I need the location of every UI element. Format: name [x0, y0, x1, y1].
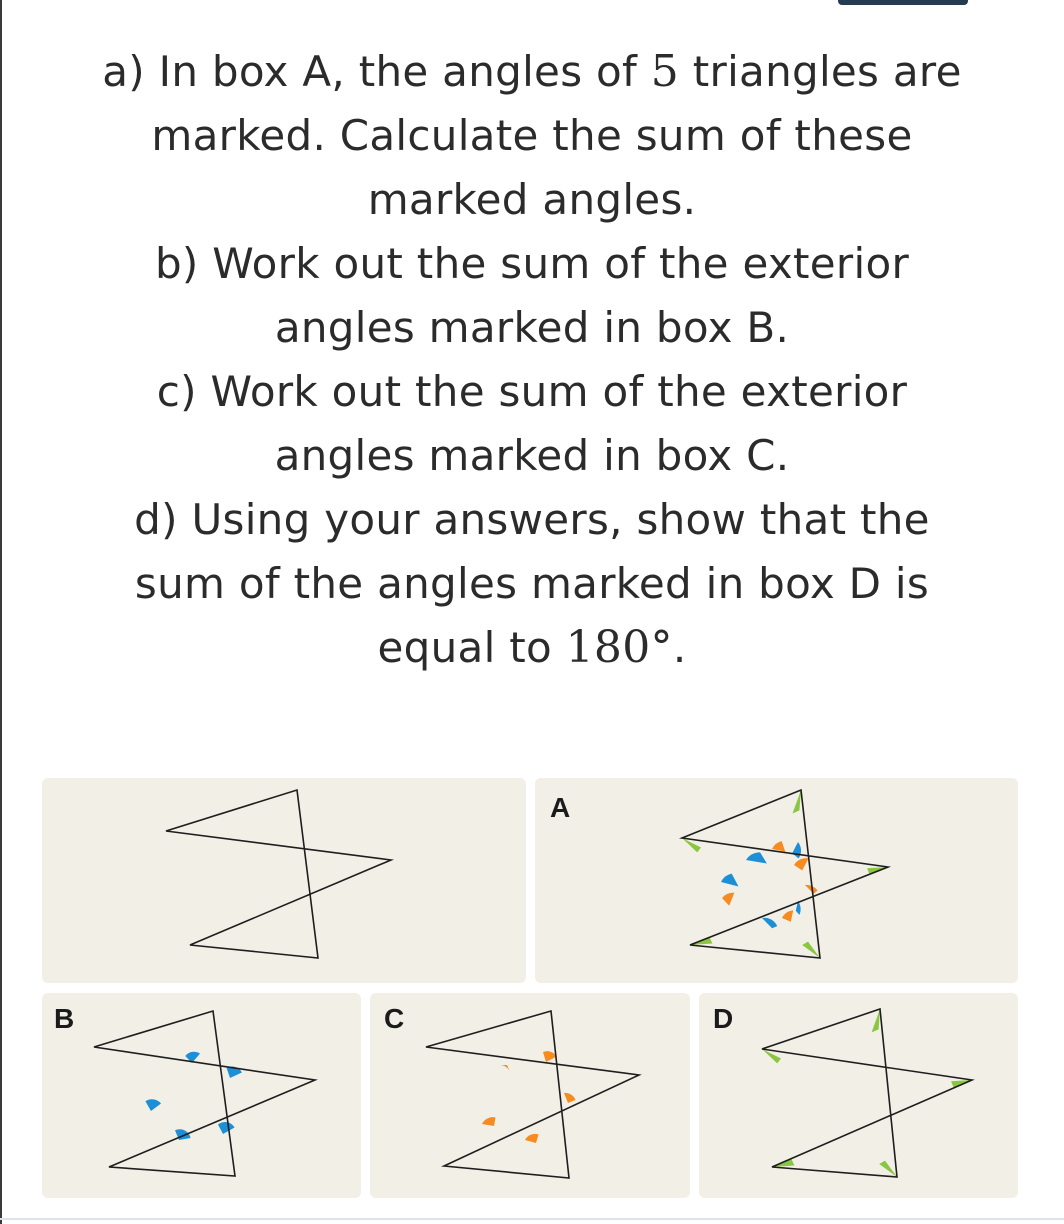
- question-b-line-2: angles marked in box B.: [274, 303, 790, 352]
- plain-star-box: [42, 778, 526, 983]
- angle-marker-blue: [746, 852, 767, 863]
- angle-marker-orange: [482, 1117, 496, 1126]
- question-c-line-2: angles marked in box C.: [274, 431, 790, 480]
- plain-star-diagram: [42, 778, 526, 983]
- angle-marker-green: [802, 942, 820, 958]
- angle-marker-orange: [722, 893, 734, 906]
- question-a-line-3: marked angles.: [367, 175, 697, 224]
- box-a-label: A: [550, 792, 571, 823]
- angle-marker-orange: [794, 858, 809, 870]
- question-a-line-2: marked. Calculate the sum of these: [151, 111, 913, 160]
- angle-marker-green: [872, 1009, 880, 1032]
- question-d-line-1: d) Using your answers, show that the: [134, 495, 930, 544]
- angle-marker-orange: [772, 841, 785, 852]
- box-b-blue-exterior-angles: [145, 1052, 242, 1140]
- angle-marker-blue: [218, 1122, 235, 1134]
- box-a-green-tip-angles: [682, 790, 888, 958]
- page-left-border: [0, 0, 2, 1224]
- box-d-star-diagram: [699, 993, 1018, 1198]
- angle-marker-orange: [525, 1134, 539, 1143]
- angle-marker-orange: [500, 1065, 510, 1072]
- box-d-label: D: [713, 1003, 734, 1034]
- angle-180: 180°: [565, 622, 673, 673]
- angle-marker-blue: [792, 842, 801, 859]
- top-scroll-indicator: [838, 0, 968, 5]
- angle-marker-blue: [762, 918, 777, 928]
- question-d-line-2: sum of the angles marked in box D is: [134, 559, 930, 608]
- box-a-orange-inner-angles: [722, 841, 818, 922]
- angle-marker-orange: [543, 1051, 557, 1062]
- bottom-divider: [0, 1218, 1064, 1220]
- box-a-star-diagram: [535, 778, 1018, 983]
- box-c: [370, 993, 690, 1198]
- box-a: [535, 778, 1018, 983]
- box-b: [42, 993, 361, 1198]
- angle-marker-orange: [564, 1093, 576, 1103]
- question-c-line-1: c) Work out the sum of the exterior: [156, 367, 908, 416]
- box-c-star-diagram: [370, 993, 690, 1198]
- box-b-label: B: [54, 1003, 75, 1034]
- question-d-line-3: equal to 180°.: [377, 622, 687, 673]
- angle-marker-orange: [782, 910, 793, 921]
- angle-marker-green: [879, 1161, 897, 1177]
- angle-marker-blue: [721, 874, 739, 887]
- box-c-label: C: [384, 1003, 405, 1034]
- question-a-line-1: a) In box A, the angles of 5 triangles are: [102, 46, 962, 97]
- box-d: [699, 993, 1018, 1198]
- box-b-star-diagram: [42, 993, 361, 1198]
- question-b-line-1: b) Work out the sum of the exterior: [154, 239, 910, 288]
- angle-marker-blue: [145, 1099, 161, 1111]
- question-text: [20, 40, 1044, 680]
